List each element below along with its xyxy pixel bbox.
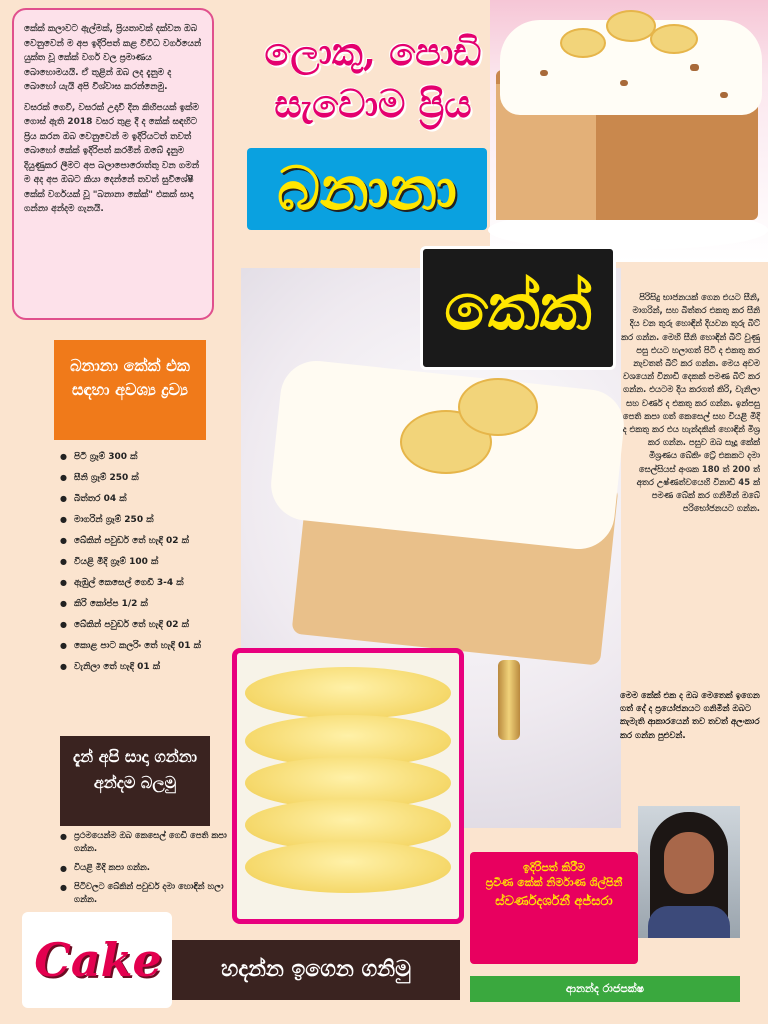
method-step: ● වියළි මිදි කපා ගන්න. <box>60 862 230 875</box>
walnut-piece <box>720 92 728 98</box>
title-word-banana: බනානා <box>247 148 487 230</box>
ingredient-item: ● පිටි ග්‍රෑම් 300 ක් <box>60 450 230 464</box>
ingredient-item: ● කොළ පාට කලරිං තේ හැඳි 01 ක් <box>60 639 230 653</box>
intro-paragraph: වසරක් ගෙවී, වසරක් උදාවී දින කිහිපයක් ඉක්ම ගොස් ඇති 2018 වසර තුළ දී ද කේක් සඳහිට ප්‍රිය කරන ඔබ වෙනුවෙන් ම ඉදිරියටත් තවත් බොහෝ කේක් ඉදිරිපත් කරමින් ඔබේ දැනුම දියුණුකර ලීමට අප බලාපොරොත්තු වන ගමන් ම අද අප ඔබට කියා දෙන්නේ තවත් සුවිශේෂී කේක් වර්ගයක් වූ "බනානා කේක්" එකක් සාදා ගන්නා අන්දම ගැනයි. <box>24 102 200 214</box>
title-word-cake: කේක් <box>420 246 616 370</box>
method-step: ● ප්‍රථමයෙන්ම ඔබ කෙසෙල් ගෙඩි පෙති කපා ගන්න. <box>60 830 230 856</box>
learn-banner: හදන්න ඉගෙන ගනිමු <box>172 940 460 1000</box>
gold-fork <box>498 660 520 740</box>
cookie <box>245 667 451 719</box>
instructions-text: පිරිසිදු භාජනයක් ගෙන එයට සීනි, මාගරින්, සහ බිත්තර එකතු කර සීනි දිය වන තුරු හොඳින් දියවන තුරු බීට් කර ගන්න. මෙහි සීනි හොඳින් බීට් වුණු පසු එයට හලාගත් පිටි ද එකතු කර නැවතත් බීට් කර ගන්න. මෙය අවම වශයෙන් විනාඩි දෙකක් පමණ බීට් කර ගන්න. එයටම දිය කරගත් කිරි, වැනිලා සහ වර්ණ ද එකතු කර ගන්න. ඉන්පසු පෙති කපා ගත් කෙසෙල් සහ වියළි මිදි ද එකතු කර එය හැන්දකින් හොඳින් මිශ්‍ර කර ගන්න. පසුව ඔබ සෑදූ කේක් මිශ්‍රණය බේකිං ට්‍රේ එකකට දමා සෙල්සියස් අංශක 180 ත් 200 ත් අතර උෂ්ණත්වයෙහි විනාඩි 45 ක් පමණ බේක් කර ගනිමින් ඔබේ පරිභෝජනයට ගන්න. <box>621 293 760 515</box>
author-credit <box>470 852 638 964</box>
walnut-piece <box>540 70 548 76</box>
headline-line1: ලොකු, පොඩි <box>264 29 482 74</box>
ingredient-item: ● ඇඹුල් කෙසෙල් ගෙඩි 3-4 ක් <box>60 576 230 590</box>
intro-paragraph: කේක් කලාවට ඇල්මක්, ප්‍රියතාවක් දක්වන ඔබ වෙනුවෙන් ම අප ඉදිරිපත් කළ විවිධ වර්ගයෙන් යුක්ත වූ කේක් වර්ග වල ප්‍රමාණය බොහොමයයි. ඒ තුළින් ඔබ ලද දැනුම ද බොහෝ යැයි අපි විශ්වාස කරන්නෙමු. <box>24 24 202 92</box>
method-step: ● පිටිවලට බේකින් පවුඩර් දමා හොඳින් හලා ගන්න. <box>60 881 230 907</box>
ingredient-item: ● බිත්තර 04 ක් <box>60 492 230 506</box>
ingredient-item: ● වියළි මිදි ග්‍රෑම් 100 ක් <box>60 555 230 569</box>
banana-slice <box>606 10 656 42</box>
ingredient-item: ● මාගරින් ග්‍රෑම් 250 ක් <box>60 513 230 527</box>
ingredient-item: ● වැනිලා තේ හැඳි 01 ක් <box>60 660 230 674</box>
walnut-piece <box>690 64 699 71</box>
author-face <box>664 832 714 894</box>
banana-slice <box>650 24 698 54</box>
cake-logo-text: Cake <box>34 933 162 987</box>
photographer-credit: ආනන්ද රාජපක්ෂ <box>470 976 740 1002</box>
author-role: ප්‍රවීණ කේක් නිර්මාණ ශිල්පිනී <box>485 876 623 889</box>
ingredient-item: ● සීනි ග්‍රෑම් 250 ක් <box>60 471 230 485</box>
author-photo <box>638 806 740 938</box>
cookies-photo <box>232 648 464 924</box>
ingredient-item: ● බේකින් පවුඩර් තේ හැඳි 02 ක් <box>60 534 230 548</box>
author-name: ස්වර්ණදර්ශනී අජ්සරා <box>495 894 613 909</box>
cookie <box>245 841 451 893</box>
ingredients-title: බනානා කේක් එක සඳහා අවශ්‍ය ද්‍රව්‍ය <box>54 340 206 440</box>
author-presented-by: ඉදිරිපත් කිරීම <box>522 861 586 874</box>
ingredient-item: ● කිරි කෝප්ප 1/2 ක් <box>60 597 230 611</box>
walnut-piece <box>620 80 628 86</box>
headline-line2: සැවොම ප්‍රිය <box>274 81 472 126</box>
banana-slice <box>560 28 606 58</box>
method-list <box>60 830 230 913</box>
method-title: දැන් අපි සාදා ගන්නා අන්දම බලමු <box>60 736 210 826</box>
author-shirt <box>648 906 730 938</box>
ingredient-item: ● බේකින් පවුඩර් තේ හැඳි 02 ක් <box>60 618 230 632</box>
headline <box>228 26 518 130</box>
banana-slice <box>458 378 538 436</box>
ingredients-list <box>60 450 230 681</box>
intro-box <box>12 8 214 320</box>
closing-note: මෙම කේක් එක ද ඔබ මෙතෙක් ඉගෙන ගත් දේ ද ප්‍රයෝජනයට ගනිමින් ඔබට කැමැති ආකාරයෙන් තව තවත් අලංකාර කර ගන්න පුළුවන්. <box>620 691 760 741</box>
